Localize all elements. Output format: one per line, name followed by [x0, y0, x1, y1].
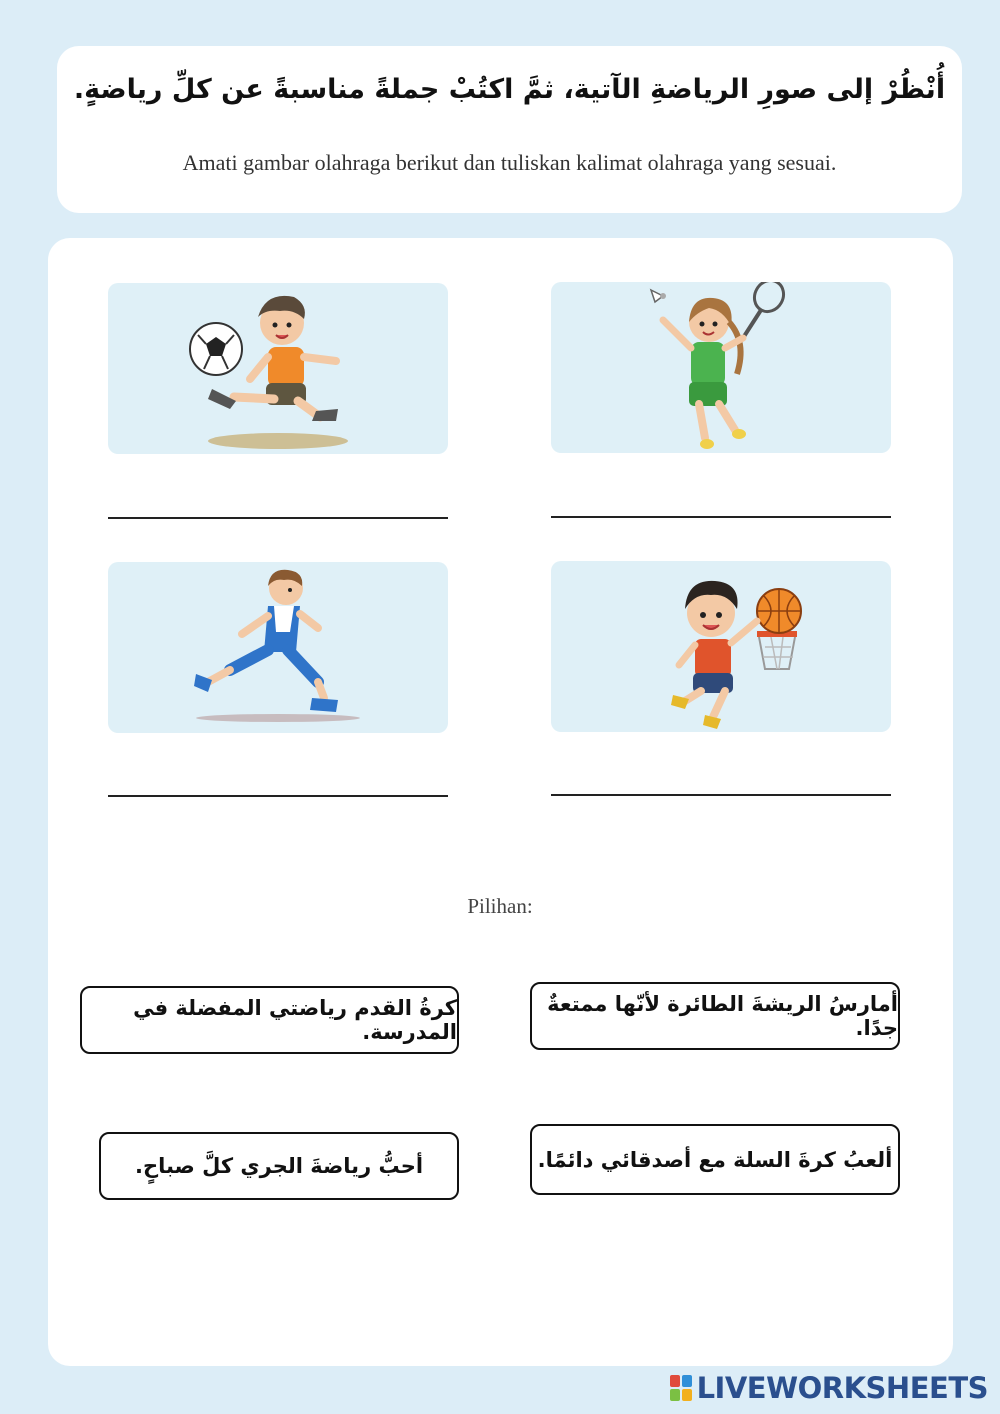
badminton-picture [551, 282, 891, 453]
option-badminton-sentence[interactable]: أمارسُ الريشةَ الطائرة لأنّها ممتعةٌ جدًا. [530, 982, 900, 1050]
basketball-boy-icon [551, 561, 891, 732]
option-running-sentence[interactable]: أحبُّ رياضةَ الجري كلَّ صباحٍ. [99, 1132, 459, 1200]
running-picture [108, 562, 448, 733]
basketball-answer-line [551, 794, 891, 796]
badminton-girl-icon [551, 282, 891, 453]
liveworksheets-logo-text: LIVEWORKSHEETS [696, 1371, 988, 1405]
running-boy-icon [108, 562, 448, 733]
liveworksheets-mark-icon [670, 1375, 692, 1401]
running-answer-line [108, 795, 448, 797]
option-basketball-sentence[interactable]: ألعبُ كرةَ السلة مع أصدقائي دائمًا. [530, 1124, 900, 1195]
football-answer-line [108, 517, 448, 519]
liveworksheets-logo [670, 1370, 988, 1406]
option-football-sentence[interactable]: كرةُ القدم رياضتي المفضلة في المدرسة. [80, 986, 459, 1054]
badminton-answer-input[interactable] [551, 480, 895, 518]
football-boy-icon [108, 283, 448, 454]
basketball-picture [551, 561, 891, 732]
football-answer-input[interactable] [108, 481, 452, 519]
running-answer-input[interactable] [108, 759, 452, 797]
basketball-answer-input[interactable] [551, 758, 895, 796]
instruction-card [57, 46, 962, 213]
badminton-answer-line [551, 516, 891, 518]
instruction-indonesian: Amati gambar olahraga berikut dan tuliskan kalimat olahraga yang sesuai. [182, 150, 837, 175]
instruction-arabic: أُنْظُرْ إلى صورِ الرياضةِ الآتية، ثمَّ اكتُبْ جملةً مناسبةً عن كلِّ رياضةٍ. [73, 74, 946, 105]
choices-label: Pilihan: [467, 894, 533, 918]
football-picture [108, 283, 448, 454]
